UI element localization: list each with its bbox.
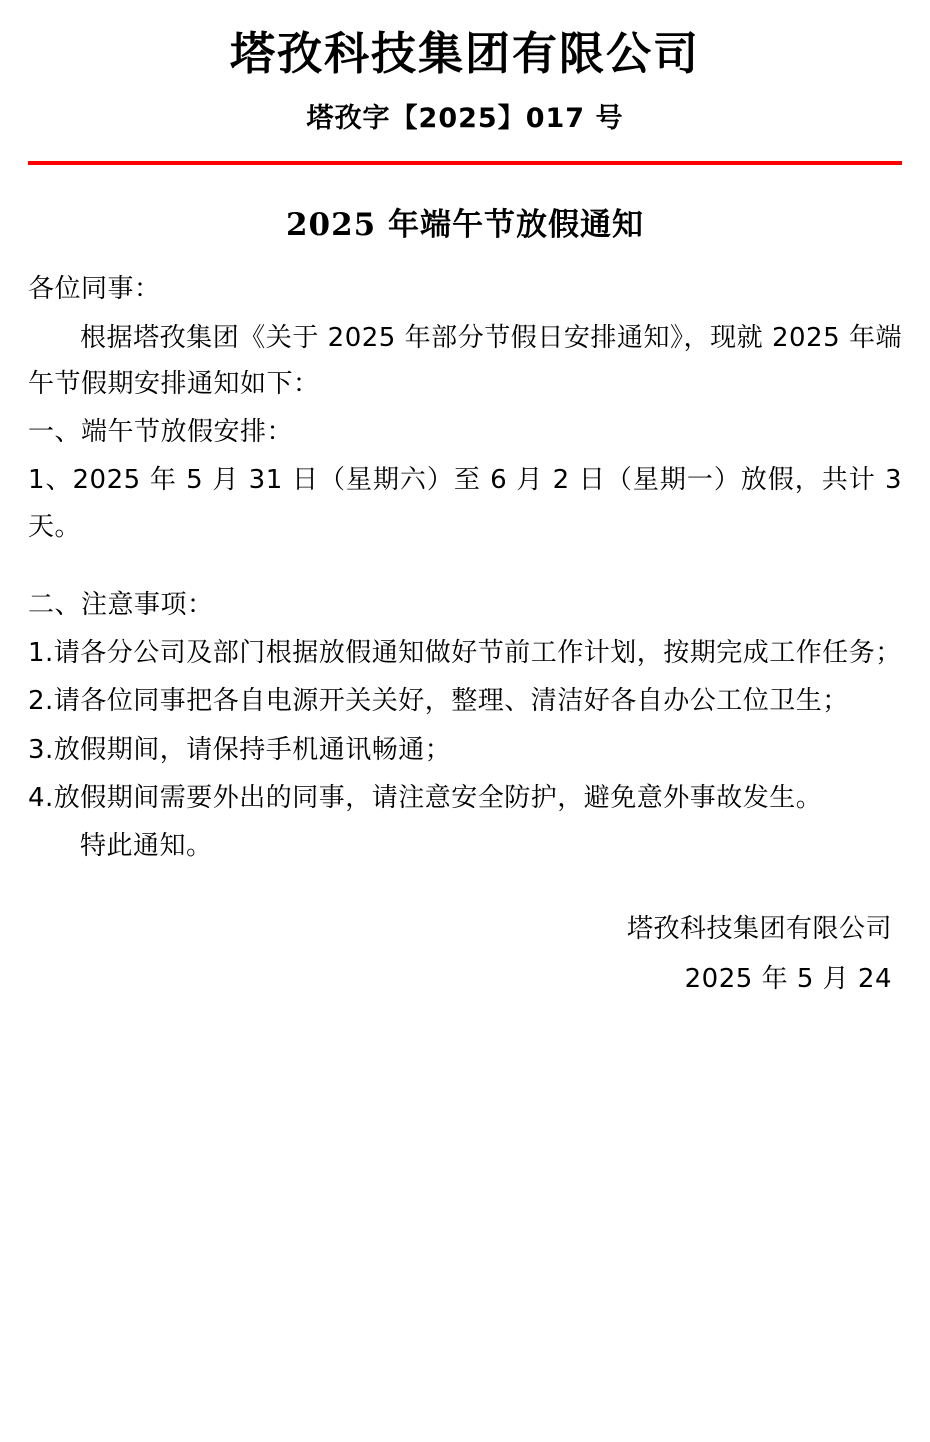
red-divider-rule xyxy=(28,161,902,165)
signature-block xyxy=(28,905,902,1004)
paragraph-intro: 根据塔孜集团《关于 2025 年部分节假日安排通知》，现就 2025 年端午节假期安排通知如下： xyxy=(28,322,902,399)
document-header xyxy=(28,0,902,135)
section-spacer xyxy=(28,552,902,582)
document-number: 塔孜字【2025】017 号 xyxy=(306,103,624,135)
section-heading-notes: 二、注意事项： xyxy=(28,589,214,620)
signature-company: 塔孜科技集团有限公司 xyxy=(626,914,892,945)
signature-date: 2025 年 5 月 24 xyxy=(684,963,892,994)
salutation: 各位同事： xyxy=(28,274,161,305)
list-item-holiday-dates: 1、2025 年 5 月 31 日（星期六）至 6 月 2 日（星期一）放假，共计 3 天。 xyxy=(28,465,902,542)
list-item-note-1: 1.请各分公司及部门根据放假通知做好节前工作计划，按期完成工作任务； xyxy=(28,638,902,669)
company-name: 塔孜科技集团有限公司 xyxy=(229,27,700,80)
document-body xyxy=(28,266,902,869)
list-item-note-3: 3.放假期间，请保持手机通讯畅通； xyxy=(28,734,452,765)
closing-statement: 特此通知。 xyxy=(80,831,213,862)
section-heading-holiday-arrangement: 一、端午节放假安排： xyxy=(28,417,294,448)
list-item-note-2: 2.请各位同事把各自电源开关关好，整理、清洁好各自办公工位卫生； xyxy=(28,686,849,717)
list-item-note-4: 4.放假期间需要外出的同事，请注意安全防护，避免意外事故发生。 xyxy=(28,782,823,813)
page-title: 2025 年端午节放假通知 xyxy=(285,207,645,244)
